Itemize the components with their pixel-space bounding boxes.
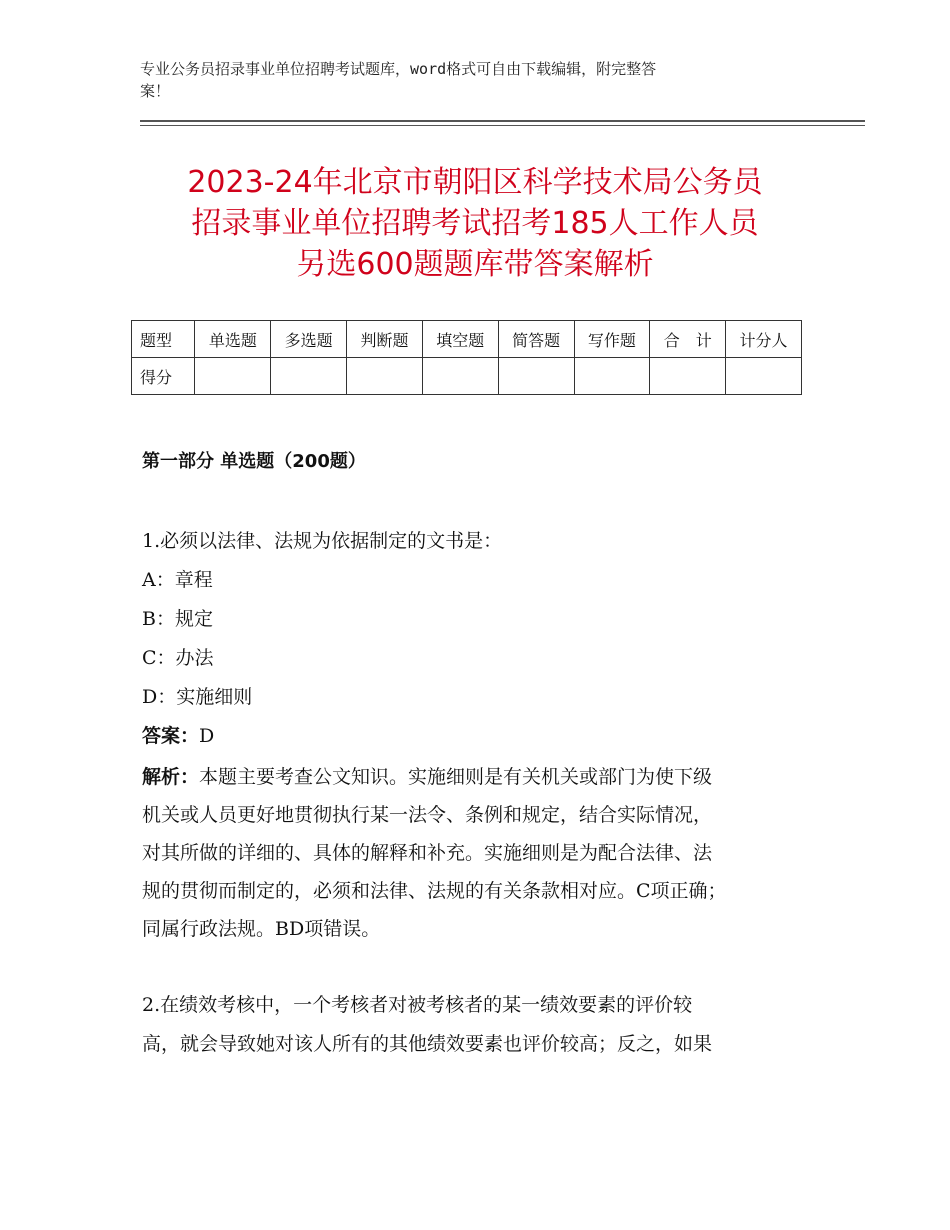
document-title [120, 162, 830, 285]
score-header-cell: 合 计 [650, 321, 726, 358]
answer-value: D [199, 725, 215, 747]
explanation-line-1 [142, 758, 802, 796]
question-1-option-d: D：实施细则 [142, 686, 253, 708]
title-line-2: 招录事业单位招聘考试招考185人工作人员 [191, 206, 759, 241]
question-1-answer [142, 721, 214, 748]
score-header-cell: 计分人 [726, 321, 802, 358]
score-cell [650, 358, 726, 395]
score-header-cell: 单选题 [195, 321, 271, 358]
explanation-label: 解析： [142, 766, 200, 788]
explanation-line-2: 机关或人员更好地贯彻执行某一法令、条例和规定，结合实际情况， [142, 804, 713, 826]
explanation-line-1-text: 本题主要考查公文知识。实施细则是有关机关或部门为使下级 [199, 766, 713, 788]
explanation-line-3: 对其所做的详细的、具体的解释和补充。实施细则是为配合法律、法 [142, 842, 713, 864]
header-rule-thin [140, 125, 865, 126]
score-header-cell: 填空题 [422, 321, 498, 358]
question-1-option-c: C：办法 [142, 647, 214, 669]
header-note-line-1: 专业公务员招录事业单位招聘考试题库，word格式可自由下载编辑，附完整答 [140, 60, 657, 78]
header-rule-thick [140, 120, 865, 122]
header-note-line-2: 案！ [140, 82, 171, 100]
title-line-1: 2023-24年北京市朝阳区科学技术局公务员 [187, 165, 763, 200]
score-cell [271, 358, 347, 395]
explanation-line-5: 同属行政法规。BD项错误。 [142, 918, 381, 940]
score-header-cell: 题型 [132, 321, 195, 358]
score-cell [574, 358, 650, 395]
score-header-cell: 写作题 [574, 321, 650, 358]
question-2-line-2: 高，就会导致她对该人所有的其他绩效要素也评价较高；反之，如果 [142, 1033, 713, 1055]
section-title: 第一部分 单选题（200题） [142, 451, 366, 472]
score-header-cell: 多选题 [271, 321, 347, 358]
score-cell [726, 358, 802, 395]
question-1-option-b: B：规定 [142, 608, 213, 630]
answer-label: 答案： [142, 725, 200, 747]
score-header-cell: 判断题 [347, 321, 423, 358]
score-cell [347, 358, 423, 395]
question-1-explanation [142, 758, 802, 948]
score-table-score-row [132, 358, 802, 395]
score-table-header-row [132, 321, 802, 358]
score-cell [195, 358, 271, 395]
title-line-3: 另选600题题库带答案解析 [296, 247, 654, 282]
score-cell [498, 358, 574, 395]
score-row-label: 得分 [132, 358, 195, 395]
question-2-line-1: 2.在绩效考核中，一个考核者对被考核者的某一绩效要素的评价较 [142, 994, 693, 1016]
question-1-text: 1.必须以法律、法规为依据制定的文书是： [142, 530, 503, 552]
score-header-cell: 简答题 [498, 321, 574, 358]
explanation-line-4: 规的贯彻而制定的，必须和法律、法规的有关条款相对应。C项正确； [142, 880, 727, 902]
header-note [140, 58, 800, 102]
score-table [131, 320, 802, 395]
question-1-option-a: A：章程 [142, 569, 213, 591]
score-cell [422, 358, 498, 395]
